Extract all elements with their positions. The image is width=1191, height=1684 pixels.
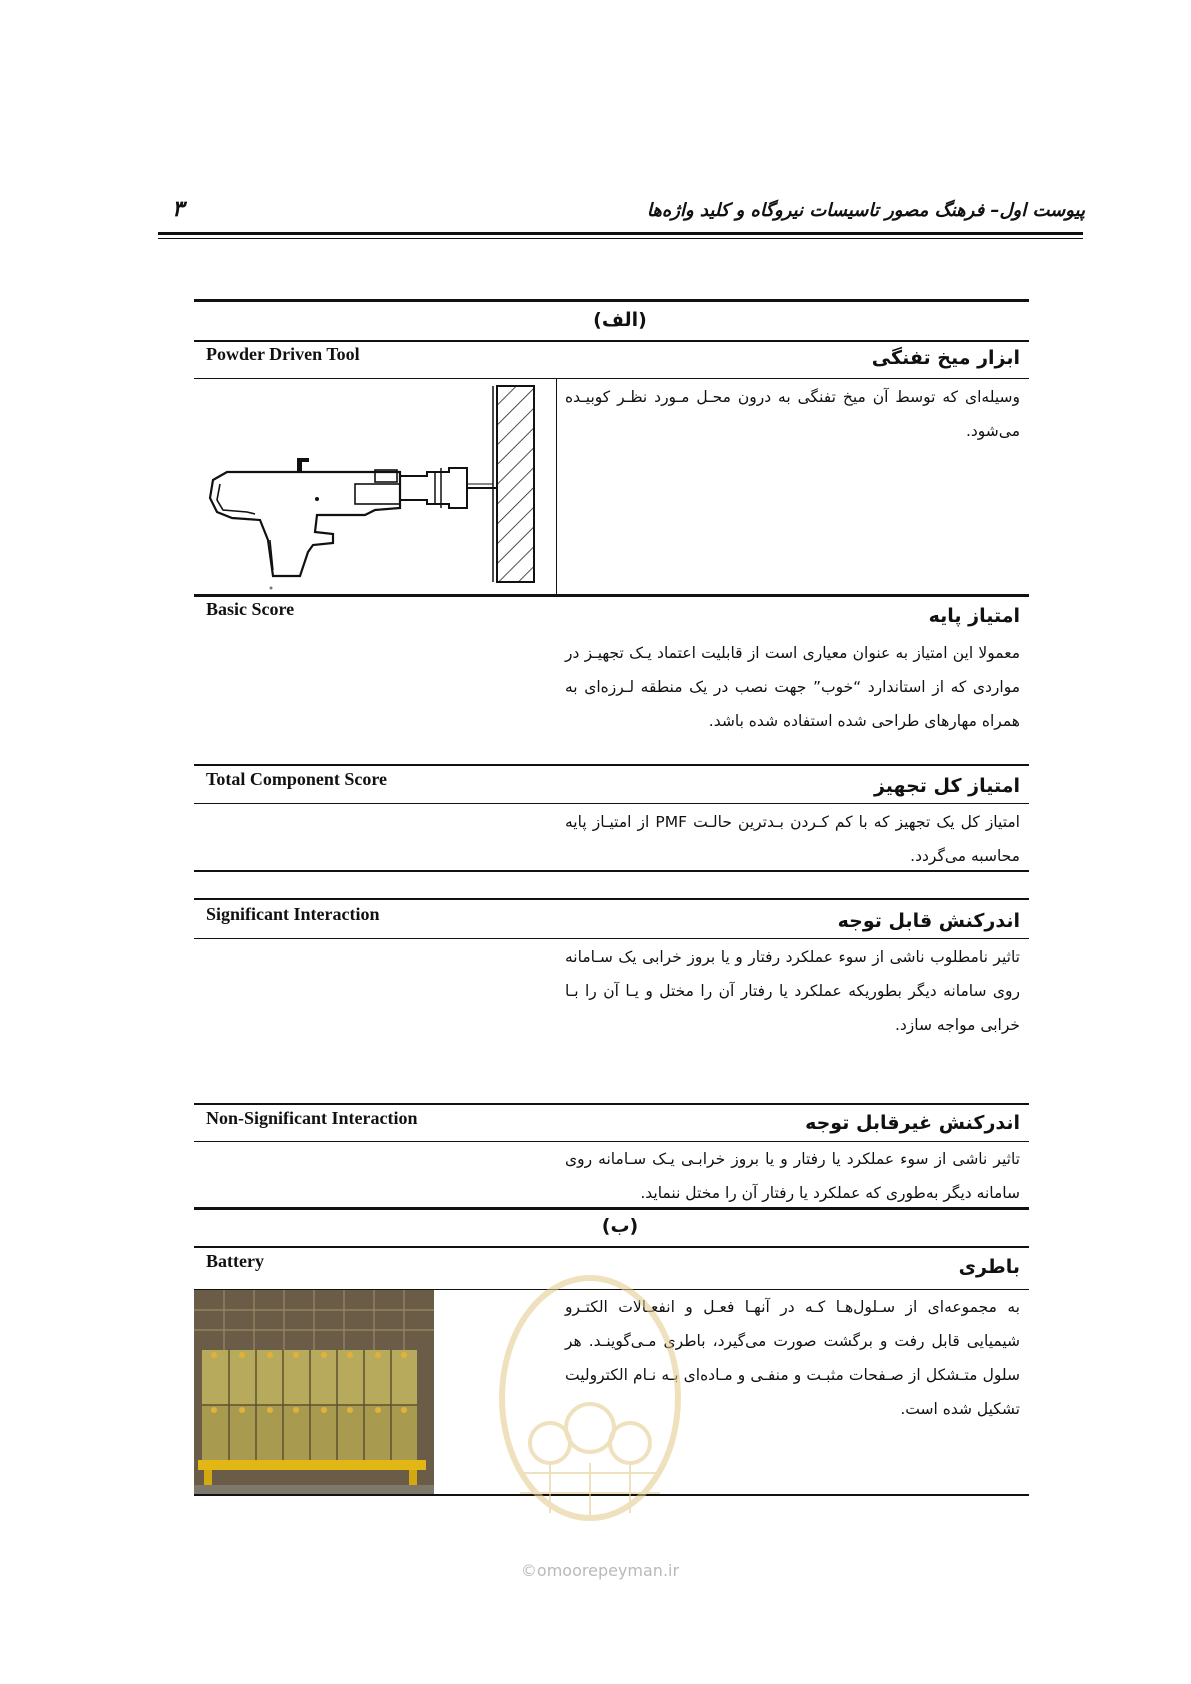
term-definition: معمولا این امتیاز به عنوان معیاری است از قابلیت اعتماد یـک تجهیـز در مواردی که از استاندارد “خوب” جهت نصب در یک منطقه لـرزه‌ای به همراه مهارهای طراحی شده استفاده شده باشد. bbox=[565, 644, 1020, 730]
term-definition: به مجموعه‌ای از سـلول‌هـا کـه در آنهـا فعـل و انفعـالات الکتـرو شیمیایی قابل رفت و برگشت صورت می‌گیرد، باطری مـی‌گوینـد. هر سلول متـشکل از صـفحات مثبـت و منفـی و مـاده‌ای بـه نـام الکترولیت تشکیل شده است. bbox=[565, 1298, 1020, 1418]
section-label-be: (ب) bbox=[601, 1215, 639, 1237]
term-english: Significant Interaction bbox=[206, 904, 380, 924]
term-definition: تاثیر ناشی از سوء عملکرد یا رفتار و یا بروز خرابـی یـک سـامانه روی سامانه دیگر به‌طوری که عملکرد یا رفتار آن را مختل ننماید. bbox=[565, 1150, 1020, 1202]
watermark-seal bbox=[490, 1248, 690, 1538]
tool-body bbox=[210, 472, 400, 576]
term-definition: وسیله‌ای که توسط آن میخ تفنگی به درون محـل مـورد نظـر کوبیـده می‌شود. bbox=[565, 388, 1020, 440]
term-definition: امتیاز کل یک تجهیز که با کم کـردن بـدترین حالـت PMF از امتیـاز پایه محاسبه می‌گردد. bbox=[565, 813, 1020, 865]
term-english: Non-Significant Interaction bbox=[206, 1108, 418, 1128]
term-persian: امتیاز کل تجهیز bbox=[873, 775, 1020, 797]
copyright-icon: © bbox=[520, 1561, 537, 1580]
term-persian: ابزار میخ تفنگی bbox=[871, 347, 1020, 369]
term-english: Battery bbox=[206, 1251, 264, 1271]
table-rule bbox=[194, 378, 1029, 379]
table-rule bbox=[194, 340, 1029, 342]
table-rule bbox=[194, 870, 1029, 872]
table-rule bbox=[194, 1103, 1029, 1105]
table-rule bbox=[194, 938, 1029, 939]
page-number: ۳ bbox=[172, 197, 184, 222]
column-divider bbox=[556, 379, 557, 595]
term-persian: اندرکنش غیرقابل توجه bbox=[805, 1112, 1020, 1134]
header-rule-thin bbox=[158, 238, 1083, 239]
table-top-rule bbox=[194, 299, 1029, 302]
term-english: Powder Driven Tool bbox=[206, 344, 360, 364]
battery-rack-photo bbox=[194, 1290, 434, 1495]
powder-driven-tool-drawing bbox=[205, 380, 550, 592]
term-persian: امتیاز پایه bbox=[928, 605, 1020, 627]
running-header-title: پیوست اول– فرهنگ مصور تاسیسات نیروگاه و کلید واژه‌ها bbox=[646, 200, 1085, 221]
watermark-url: ©omoorepeyman.ir bbox=[520, 1561, 680, 1580]
term-persian: باطری bbox=[958, 1256, 1020, 1278]
wall-hatched bbox=[497, 386, 534, 582]
table-rule bbox=[194, 594, 1029, 597]
term-persian: اندرکنش قابل توجه bbox=[837, 910, 1020, 932]
term-definition: تاثیر نامطلوب ناشی از سوء عملکرد رفتار و یا بروز خرابی یک سـامانه روی سامانه دیگر بطوریکه عملکرد یا رفتار آن را مختل و یـا آن را بـا خرابی مواجه سازد. bbox=[565, 948, 1020, 1034]
term-english: Basic Score bbox=[206, 599, 295, 619]
battery-rack-frame bbox=[198, 1460, 426, 1470]
section-label-alef: (الف) bbox=[593, 309, 647, 331]
header-rule bbox=[158, 232, 1083, 235]
term-english: Total Component Score bbox=[206, 769, 388, 789]
table-rule bbox=[194, 898, 1029, 900]
table-rule bbox=[194, 1207, 1029, 1210]
table-rule bbox=[194, 803, 1029, 804]
battery-cells bbox=[202, 1350, 417, 1460]
table-rule bbox=[194, 764, 1029, 766]
